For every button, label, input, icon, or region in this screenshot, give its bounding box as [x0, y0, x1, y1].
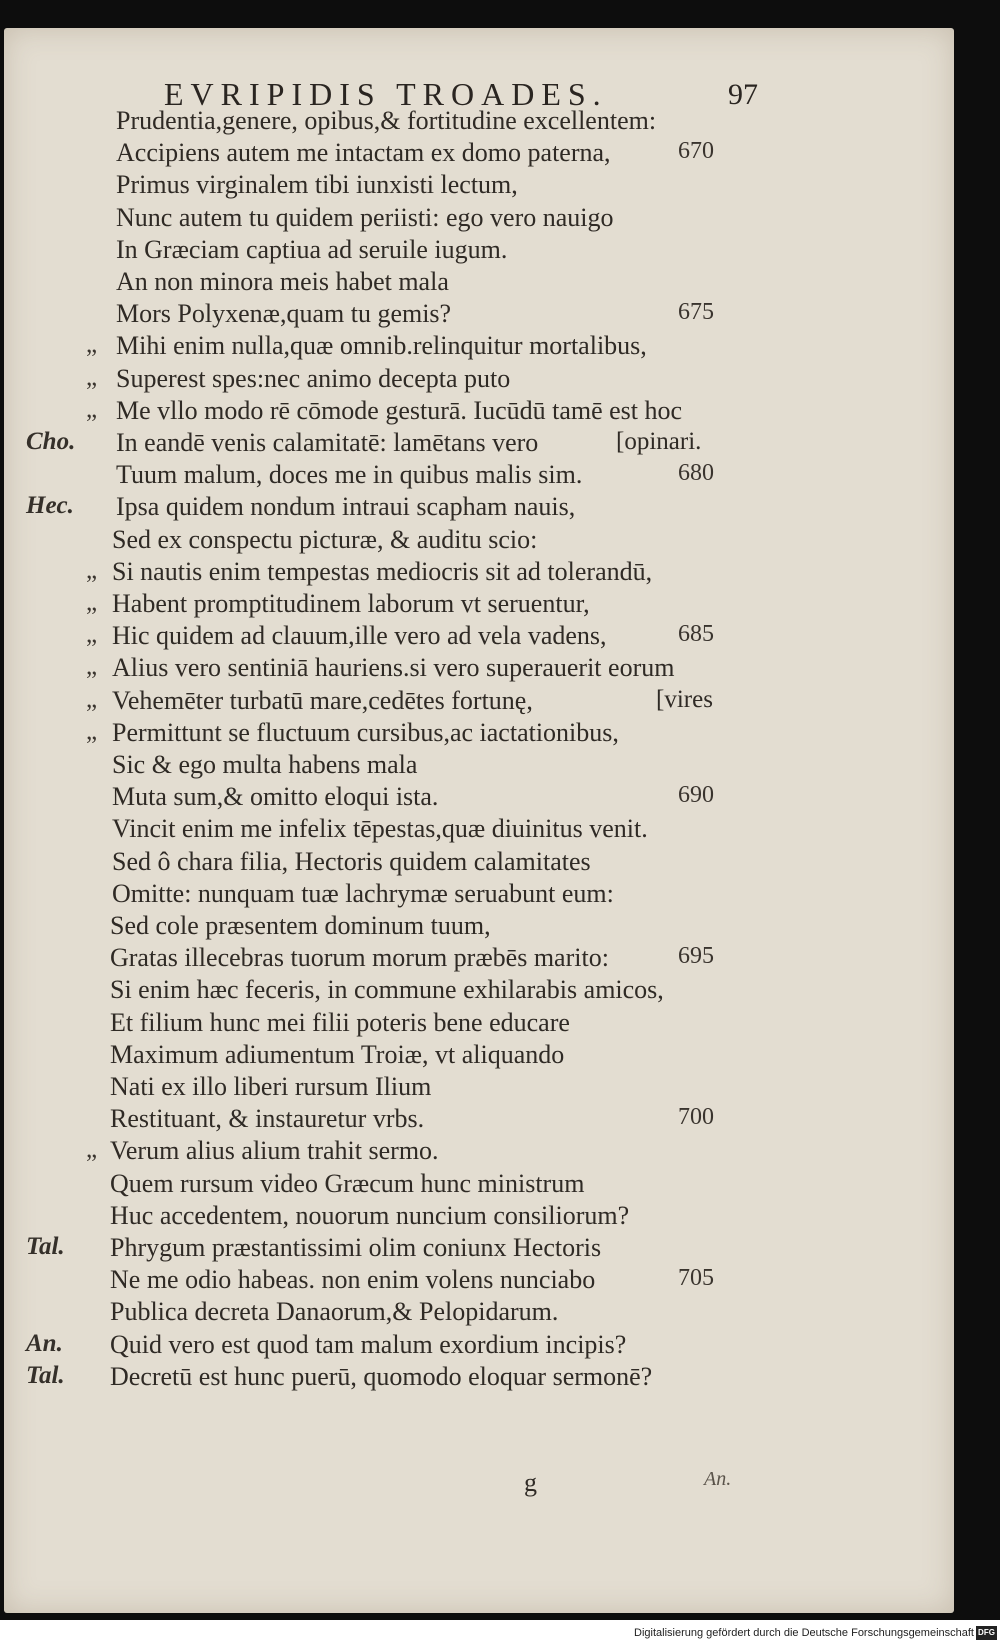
verse-text: Omitte: nunquam tuæ lachrymæ seruabunt eum:	[112, 878, 614, 908]
gnomic-quote-mark: „	[86, 363, 98, 391]
verse-text: Habent promptitudinem laborum vt seruentur,	[112, 589, 590, 618]
verse-text: Quid vero est quod tam malum exordium incipis?	[110, 1329, 627, 1359]
verse-text: Et filium hunc mei filii poteris bene educare	[110, 1007, 570, 1037]
gnomic-quote-mark: „	[86, 717, 98, 745]
verse-text: Accipiens autem me intactam ex domo paterna,	[116, 138, 611, 168]
verse-line	[4, 911, 954, 943]
verse-text: Si nautis enim tempestas mediocris sit ad tolerandū,	[112, 556, 653, 586]
verse-text: An non minora meis habet mala	[116, 267, 449, 296]
verse-text: Vehemēter turbatū mare,cedētes fortunę,	[112, 685, 533, 715]
verse-line	[4, 267, 954, 299]
verse-line	[4, 1265, 954, 1297]
verse-text: Verum alius alium trahit sermo.	[110, 1136, 439, 1166]
verse-text: Me vllo modo rē cōmode gesturā. Iucūdū tamē est hoc	[116, 395, 683, 425]
verse-text: Vincit enim me infelix tēpestas,quæ diuinitus venit.	[112, 814, 648, 844]
line-number: 700	[678, 1104, 714, 1131]
verse-line	[4, 428, 954, 460]
verse-line	[4, 331, 954, 363]
verse-text: Hic quidem ad clauum,ille vero ad vela vadens,	[112, 621, 607, 651]
verse-text: Prudentia,genere, opibus,& fortitudine excellentem:	[116, 106, 657, 135]
verse-line	[4, 299, 954, 331]
verse-text: Huc accedentem, nouorum nuncium consiliorum?	[110, 1200, 630, 1230]
line-number: 675	[678, 299, 714, 326]
verse-text: Tuum malum, doces me in quibus malis sim.	[116, 460, 583, 490]
verse-line	[4, 686, 954, 718]
digitization-footer	[0, 1620, 1000, 1649]
verse-text: Mors Polyxenæ,quam tu gemis?	[116, 299, 452, 329]
verse-line	[4, 1330, 954, 1362]
funding-credit: Digitalisierung gefördert durch die Deutsche Forschungsgemeinschaft	[634, 1627, 974, 1639]
verse-text: Primus virginalem tibi iunxisti lectum,	[116, 170, 518, 200]
verse-text: Alius vero sentiniā hauriens.si vero superauerit eorum	[112, 653, 675, 683]
verse-line	[4, 814, 954, 846]
verse-text: Gratas illecebras tuorum morum præbēs marito:	[110, 943, 609, 973]
turnover-text: [vires	[656, 685, 713, 713]
verse-line	[4, 170, 954, 202]
verse-line	[4, 1297, 954, 1329]
gnomic-quote-mark: „	[86, 331, 98, 359]
verse-line	[4, 1201, 954, 1233]
verse-line	[4, 750, 954, 782]
verse-text: Sed ex conspectu picturæ, & auditu scio:	[112, 524, 538, 554]
speaker-label: Tal.	[26, 1233, 65, 1260]
gnomic-quote-mark: „	[86, 395, 98, 423]
verse-text: Nunc autem tu quidem periisti: ego vero nauigo	[116, 202, 614, 232]
verse-line	[4, 589, 954, 621]
verse-line	[4, 943, 954, 975]
verse-line	[4, 1169, 954, 1201]
verse-line	[4, 782, 954, 814]
line-number: 695	[678, 943, 714, 970]
verse-text: Permittunt se fluctuum cursibus,ac iactationibus,	[112, 717, 619, 747]
verse-text: Quem rursum video Græcum hunc ministrum	[110, 1168, 585, 1198]
gnomic-quote-mark: „	[86, 1136, 98, 1164]
line-number: 685	[678, 621, 714, 648]
running-title: EVRIPIDIS TROADES.	[164, 76, 608, 112]
verse-line	[4, 1072, 954, 1104]
verse-text: Sic & ego multa habens mala	[112, 750, 418, 779]
verse-text: Sed cole præsentem dominum tuum,	[110, 911, 491, 940]
verse-line	[4, 718, 954, 750]
verse-line	[4, 1362, 954, 1394]
speaker-label: Cho.	[26, 428, 76, 455]
verse-line	[4, 138, 954, 170]
verse-text: Phrygum præstantissimi olim coniunx Hectoris	[110, 1233, 602, 1262]
verse-line	[4, 1104, 954, 1136]
line-number: 690	[678, 782, 714, 809]
gnomic-quote-mark: „	[86, 621, 98, 649]
page-number: 97	[728, 78, 758, 111]
line-number: 670	[678, 138, 714, 165]
verse-line	[4, 879, 954, 911]
verse-text: In eandē venis calamitatē: lamētans vero	[116, 428, 539, 457]
verse-text: Nati ex illo liberi rursum Ilium	[110, 1072, 432, 1101]
verse-text: Muta sum,& omitto eloqui ista.	[112, 782, 439, 812]
verse-text: In Græciam captiua ad seruile iugum.	[116, 234, 508, 264]
verse-text: Ne me odio habeas. non enim volens nunciabo	[110, 1265, 596, 1295]
verse-line	[4, 396, 954, 428]
verse-text: Mihi enim nulla,quæ omnib.relinquitur mortalibus,	[116, 331, 647, 361]
verse-line	[4, 621, 954, 653]
speaker-label: Tal.	[26, 1361, 65, 1389]
gnomic-quote-mark: „	[86, 653, 98, 681]
line-number: 680	[678, 460, 714, 487]
dfg-logo: DFG	[976, 1626, 997, 1640]
verse-text: Si enim hæc feceris, in commune exhilarabis amicos,	[110, 975, 664, 1005]
verse-line	[4, 492, 954, 524]
gnomic-quote-mark: „	[86, 589, 98, 616]
turnover-text: [opinari.	[616, 428, 702, 455]
verse-line	[4, 557, 954, 589]
verse-text: Publica decreta Danaorum,& Pelopidarum.	[110, 1297, 559, 1327]
catchword: An.	[704, 1468, 732, 1490]
verse-line	[4, 460, 954, 492]
line-number: 705	[678, 1265, 714, 1292]
verse-line	[4, 1233, 954, 1265]
verse-line	[4, 525, 954, 557]
verse-line	[4, 235, 954, 267]
speaker-label: An.	[26, 1329, 63, 1357]
verse-line	[4, 364, 954, 396]
verse-line	[4, 106, 954, 138]
verse-line	[4, 1008, 954, 1040]
verse-line	[4, 203, 954, 235]
verse-line	[4, 1040, 954, 1072]
verse-line	[4, 1136, 954, 1168]
book-page	[4, 28, 954, 1613]
gnomic-quote-mark: „	[86, 685, 98, 713]
verse-text: Sed ô chara filia, Hectoris quidem calamitates	[112, 846, 591, 876]
speaker-label: Hec.	[26, 492, 74, 520]
verse-text: Decretū est hunc puerū, quomodo eloquar sermonē?	[110, 1361, 653, 1391]
verse-line	[4, 975, 954, 1007]
signature-mark: g	[524, 1468, 537, 1497]
gnomic-quote-mark: „	[86, 556, 98, 584]
verse-line	[4, 653, 954, 685]
verse-text: Superest spes:nec animo decepta puto	[116, 363, 511, 393]
verse-text: Restituant, & instauretur vrbs.	[110, 1104, 425, 1134]
verse-line	[4, 847, 954, 879]
verse-text: Maximum adiumentum Troiæ, vt aliquando	[110, 1039, 565, 1069]
verse-text: Ipsa quidem nondum intraui scapham nauis,	[116, 492, 576, 522]
